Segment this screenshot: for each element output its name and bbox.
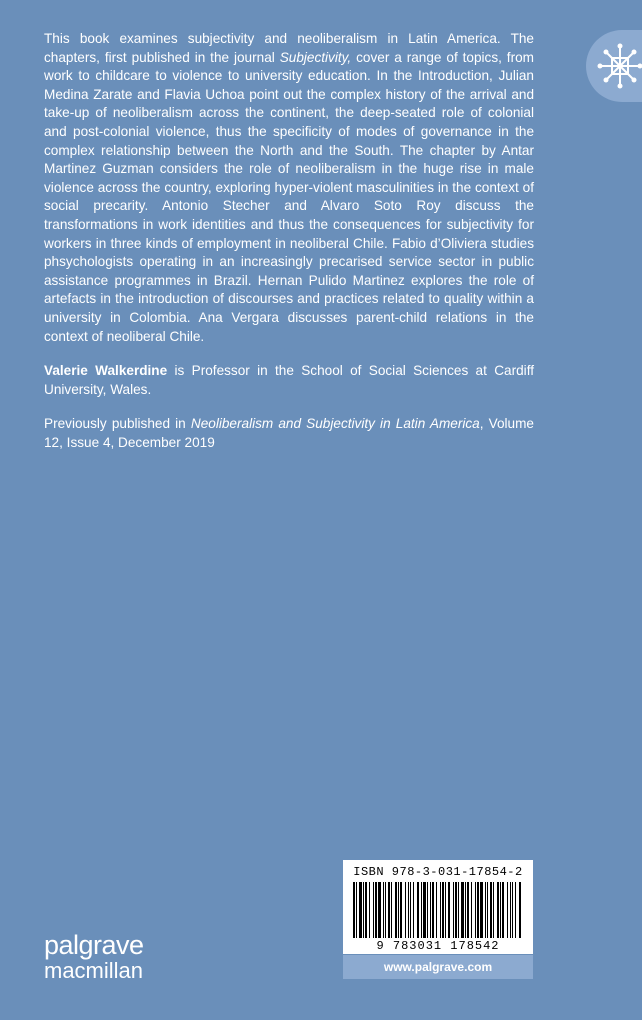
journal-name: Subjectivity, bbox=[279, 49, 352, 65]
publisher-logo-line2: macmillan bbox=[44, 958, 144, 983]
description-paragraph bbox=[44, 30, 534, 346]
previous-suffix: , Volume 12, Issue 4, December 2019 bbox=[44, 416, 534, 450]
palgrave-emblem-icon bbox=[596, 42, 642, 90]
publisher-logo bbox=[44, 932, 144, 984]
author-name: Valerie Walkerdine bbox=[44, 363, 168, 379]
blurb bbox=[44, 30, 534, 468]
description-text-1: This book examines subjectivity and neoliberalism in Latin America. The chapters, first published in the journal bbox=[44, 31, 534, 65]
previous-prefix: Previously published in bbox=[44, 416, 191, 432]
barcode-digits: 9 783031 178542 bbox=[376, 939, 500, 953]
previous-title: Neoliberalism and Subjectivity in Latin America bbox=[190, 416, 480, 432]
isbn-label: ISBN 978-3-031-17854-2 bbox=[353, 865, 523, 879]
author-paragraph bbox=[44, 362, 534, 399]
author-bio: is Professor in the School of Social Sciences at Cardiff University, Wales. bbox=[44, 363, 535, 397]
publisher-emblem bbox=[586, 30, 642, 102]
barcode-panel bbox=[343, 860, 533, 954]
barcode bbox=[353, 882, 523, 940]
publisher-logo-line1: palgrave bbox=[44, 930, 144, 960]
description-text-2: cover a range of topics, from work to childcare to violence to university education. In the Introduction, Julian Medina Zarate and Flavia Uchoa point out the complex history of the arrival and take-up of neoliberalism across the continent, the deep-seated role of colonial and post-colonial violence, thus the specificity of modes of governance in the complex relationship between the North and the South. The chapter by Antar Martinez Guzman considers the role of neoliberalism in the huge rise in male violence across the country, exploring hyper-violent masculinities in the context of social precarity. Antonio Stecher and Alvaro Soto Roy discuss the transformations in work identities and thus the consequences for subjectivity for workers in three kinds of employment in neoliberal Chile. Fabio d’Oliviera studies phsychologists operating in an increasingly precarised service sector in public assistance programmes in Brazil. Hernan Pulido Martinez explores the role of artefacts in the introduction of discourses and practices related to quality within a university in Colombia. Ana Vergara discusses parent-child relations in the context of neoliberal Chile. bbox=[44, 49, 534, 344]
previously-published-paragraph bbox=[44, 415, 534, 452]
publisher-website[interactable]: www.palgrave.com bbox=[343, 955, 533, 979]
